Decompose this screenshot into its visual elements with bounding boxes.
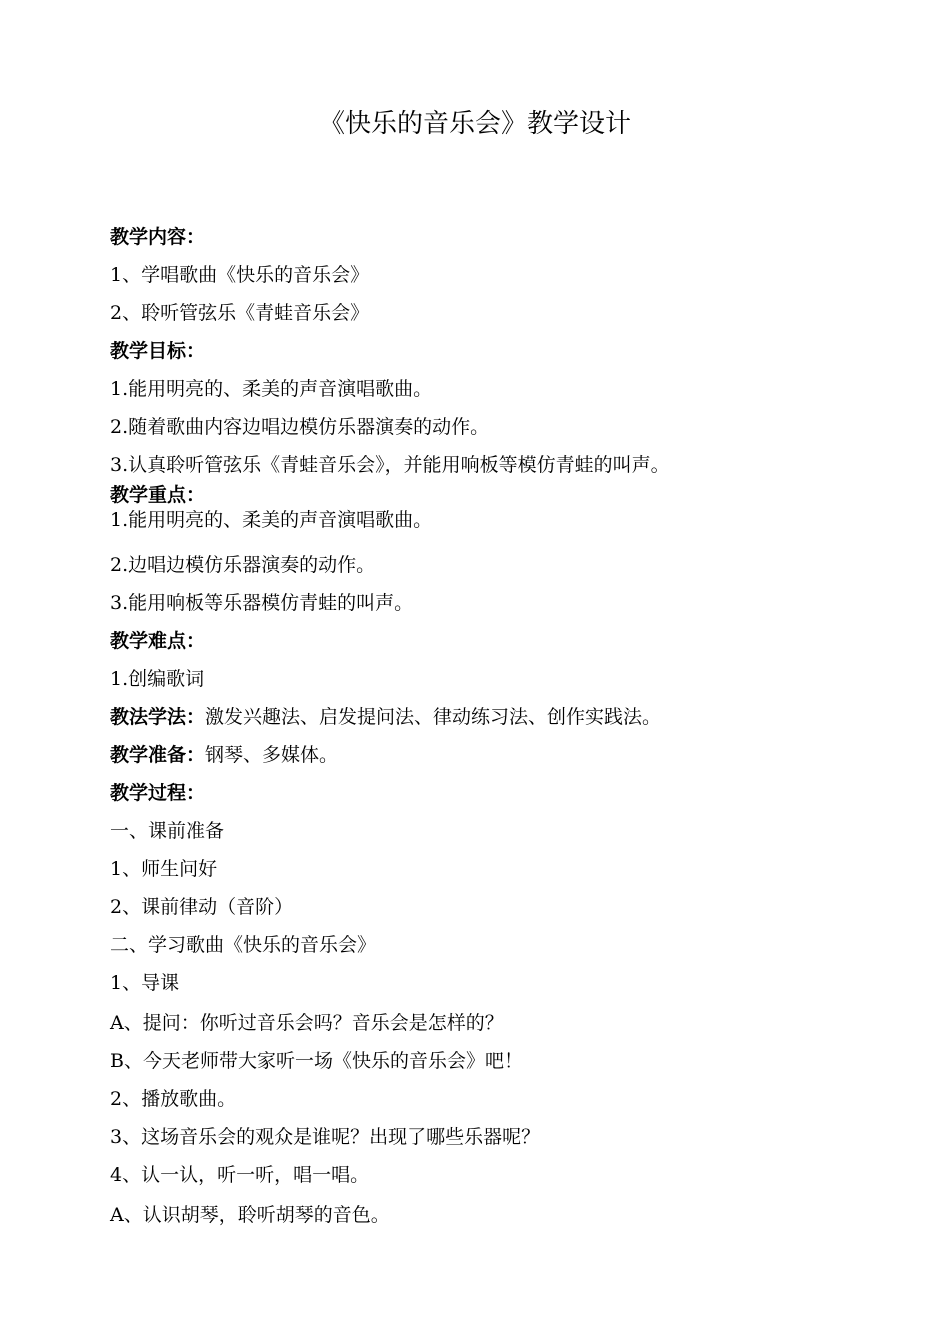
process-item: 一、课前准备	[110, 820, 225, 842]
section-heading-process: 教学过程：	[110, 782, 206, 804]
process-item: 2、课前律动（音阶）	[110, 896, 294, 918]
section-heading-keypoints: 教学重点：	[110, 484, 206, 506]
keypoint-item: 2.边唱边模仿乐器演奏的动作。	[110, 554, 376, 576]
goal-item: 3.认真聆听管弦乐《青蛙音乐会》，并能用响板等模仿青蛙的叫声。	[110, 454, 670, 476]
goal-item: 1.能用明亮的、柔美的声音演唱歌曲。	[110, 378, 433, 400]
goal-item: 2.随着歌曲内容边唱边模仿乐器演奏的动作。	[110, 416, 490, 438]
content-item: 2、聆听管弦乐《青蛙音乐会》	[110, 302, 370, 324]
process-item: 2、播放歌曲。	[110, 1088, 237, 1110]
preparation-label: 教学准备：	[110, 744, 206, 766]
preparation-text: 钢琴、多媒体。	[205, 744, 339, 766]
methods-text: 激发兴趣法、启发提问法、律动练习法、创作实践法。	[205, 706, 662, 728]
methods-row	[110, 704, 830, 730]
process-item: B、今天老师带大家听一场《快乐的音乐会》吧！	[110, 1050, 523, 1072]
section-heading-goals: 教学目标：	[110, 340, 206, 362]
methods-label: 教法学法：	[110, 706, 206, 728]
preparation-row	[110, 742, 830, 768]
keypoint-item: 3.能用响板等乐器模仿青蛙的叫声。	[110, 592, 414, 614]
process-item: 3、这场音乐会的观众是谁呢？出现了哪些乐器呢？	[110, 1126, 541, 1148]
process-item: 1、导课	[110, 972, 180, 994]
process-item: A、提问：你听过音乐会吗？音乐会是怎样的？	[110, 1012, 504, 1034]
process-item: 1、师生问好	[110, 858, 218, 880]
process-item: 二、学习歌曲《快乐的音乐会》	[110, 934, 377, 956]
document-title: 《快乐的音乐会》教学设计	[318, 109, 631, 139]
section-heading-difficulties: 教学难点：	[110, 630, 206, 652]
process-item: 4、认一认，听一听，唱一唱。	[110, 1164, 370, 1186]
content-item: 1、学唱歌曲《快乐的音乐会》	[110, 264, 370, 286]
difficulty-item: 1.创编歌词	[110, 668, 205, 690]
process-item: A、认识胡琴，聆听胡琴的音色。	[110, 1204, 390, 1226]
keypoint-item: 1.能用明亮的、柔美的声音演唱歌曲。	[110, 509, 433, 531]
section-heading-content: 教学内容：	[110, 226, 206, 248]
